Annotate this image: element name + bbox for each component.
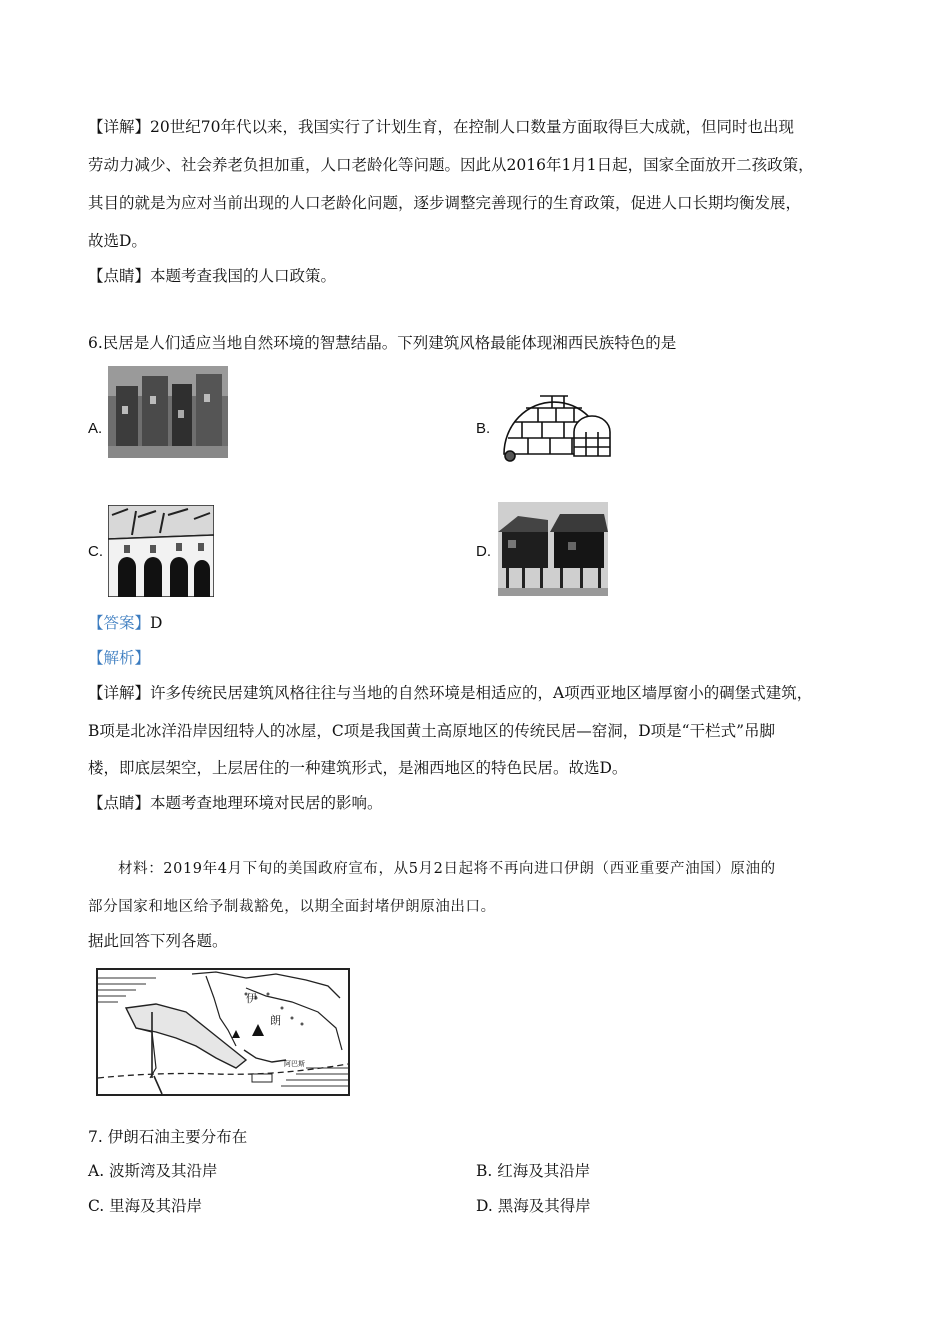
q7-option-c: C. 里海及其沿岸 (88, 1197, 203, 1215)
detail-line-3: 楼，即底层架空，上层居住的一种建筑形式，是湘西地区的特色民居。故选D。 (88, 759, 628, 777)
question-6-stem: 6.民居是人们适应当地自然环境的智慧结晶。下列建筑风格最能体现湘西民族特色的是 (88, 334, 677, 352)
q7-option-a: A. 波斯湾及其沿岸 (88, 1162, 218, 1180)
material-line-1: 材料：2019年4月下旬的美国政府宣布，从5月2日起将不再向进口伊朗（西亚重要产油国）原油的 (118, 861, 776, 877)
explain-line-2: 劳动力减少、社会养老负担加重，人口老龄化等问题。因此从2016年1月1日起，国家全面放开二孩政策， (88, 156, 814, 174)
material-line-2: 部分国家和地区给予制裁豁免，以期全面封堵伊朗原油出口。 (88, 899, 496, 915)
q7-option-b: B. 红海及其沿岸 (476, 1162, 591, 1180)
detail-line-2: B项是北冰洋沿岸因纽特人的冰屋，C项是我国黄土高原地区的传统民居—窑洞，D项是“干栏式”吊脚 (88, 722, 776, 740)
option-b-label: B. (476, 420, 491, 437)
map-label-city: 阿巴斯 (284, 1060, 305, 1068)
answer-label: 【答案】 (88, 614, 151, 632)
tip-line: 【点睛】本题考查我国的人口政策。 (88, 267, 337, 285)
q7-option-d: D. 黑海及其得岸 (476, 1197, 591, 1215)
question-7-stem: 7. 伊朗石油主要分布在 (88, 1128, 248, 1146)
analysis-label: 【解析】 (88, 649, 151, 667)
castle-house-image (108, 366, 228, 458)
option-a-label: A. (88, 420, 103, 437)
explain-line-1: 【详解】20世纪70年代以来，我国实行了计划生育，在控制人口数量方面取得巨大成就，但同时也出现 (88, 118, 794, 136)
stilt-house-image (498, 502, 608, 596)
explain-line-3: 其目的就是为应对当前出现的人口老龄化问题，逐步调整完善现行的生育政策，促进人口长期均衡发展， (88, 194, 802, 212)
tip-line-6: 【点睛】本题考查地理环境对民居的影响。 (88, 794, 383, 812)
answer-value: D (150, 614, 163, 632)
option-d-label: D. (476, 543, 491, 560)
cave-dwelling-image (108, 505, 214, 597)
material-line-3: 据此回答下列各题。 (88, 932, 228, 950)
detail-line-1: 【详解】许多传统民居建筑风格往往与当地的自然环境是相适应的，A项西亚地区墙厚窗小的碉堡式建筑， (88, 684, 813, 702)
igloo-image (498, 372, 622, 464)
option-c-label: C. (88, 543, 103, 560)
map-label-country: 伊 (246, 992, 257, 1005)
map-label-country-2: 朗 (270, 1014, 281, 1027)
iran-map-image (96, 968, 350, 1096)
answer-line (88, 613, 162, 633)
explain-line-4: 故选D。 (88, 232, 147, 250)
